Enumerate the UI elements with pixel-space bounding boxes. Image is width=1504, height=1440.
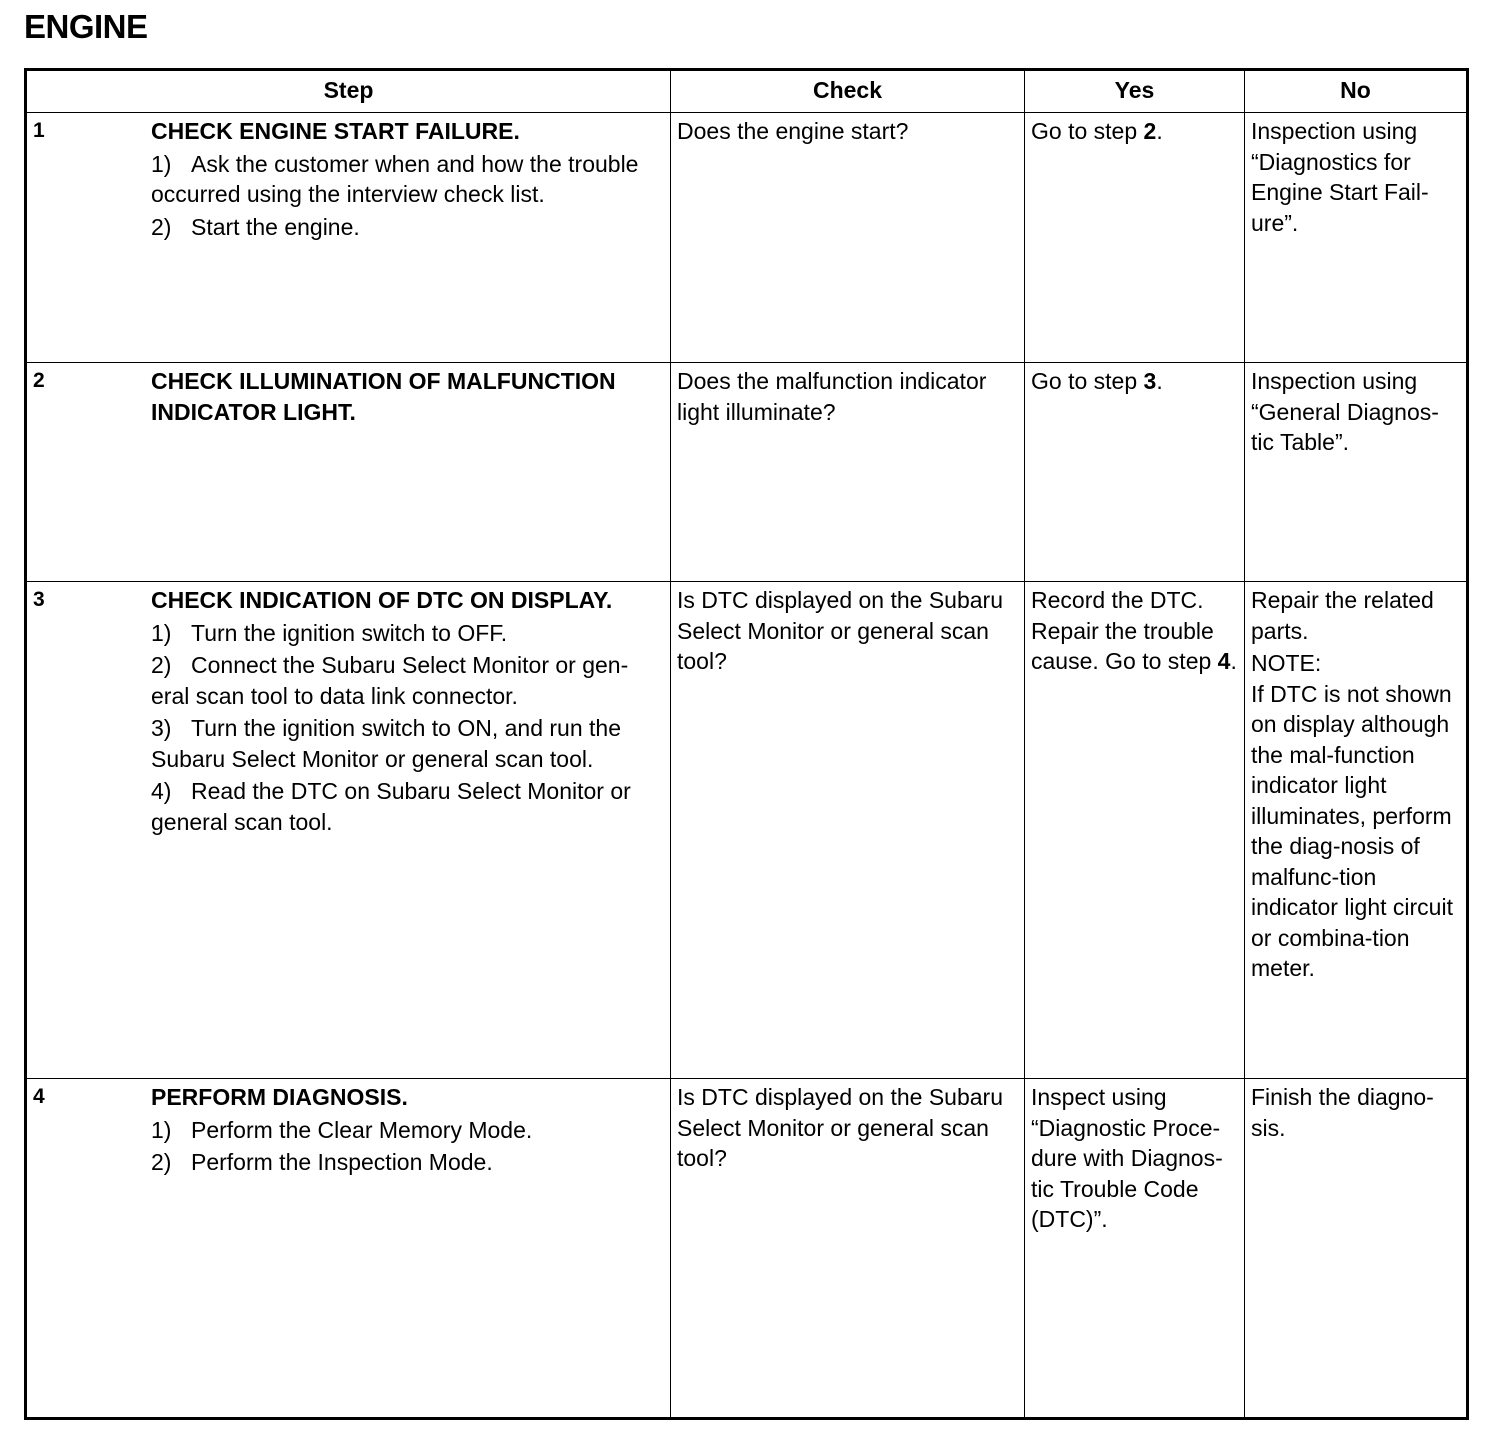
yes-text: Go to step bbox=[1031, 368, 1144, 394]
yes-cell bbox=[1025, 1079, 1245, 1419]
no-cell: Inspection using “General Diagnos-tic Table”. bbox=[1245, 363, 1468, 582]
check-cell: Does the malfunction indicator light illuminate? bbox=[671, 363, 1025, 582]
header-check: Check bbox=[671, 70, 1025, 113]
substep-number: 1) bbox=[151, 150, 172, 177]
header-no: No bbox=[1245, 70, 1468, 113]
substep bbox=[151, 713, 664, 774]
step-cell bbox=[26, 113, 671, 363]
substep bbox=[151, 618, 664, 649]
yes-step-ref: 2 bbox=[1143, 118, 1157, 144]
no-cell: Inspection using “Diagnostics for Engine Start Fail-ure”. bbox=[1245, 113, 1468, 363]
no-cell bbox=[1245, 582, 1468, 1079]
substep-number: 4) bbox=[151, 778, 172, 804]
substep bbox=[151, 212, 664, 243]
step-heading: CHECK ILLUMINATION OF MALFUNCTION INDICATOR LIGHT. bbox=[151, 368, 616, 425]
note-text: If DTC is not shown on display although the mal-function indicator light illuminates, perform the diag-nosis of malfunc-tion indicator light circuit or combina-tion meter. bbox=[1251, 680, 1453, 981]
check-cell: Is DTC displayed on the Subaru Select Monitor or general scan tool? bbox=[671, 1079, 1025, 1419]
yes-cell bbox=[1025, 363, 1245, 582]
substep bbox=[151, 1147, 664, 1178]
step-heading: CHECK INDICATION OF DTC ON DISPLAY. bbox=[151, 587, 613, 613]
substep-text: Turn the ignition switch to OFF. bbox=[191, 619, 508, 646]
substep-text: Perform the Clear Memory Mode. bbox=[191, 1116, 533, 1143]
yes-suffix: . bbox=[1156, 368, 1163, 394]
substep bbox=[151, 149, 664, 210]
substep-number: 2) bbox=[151, 652, 172, 678]
substep-text: Connect the Subaru Select Monitor or gen-eral scan tool to data link connector. bbox=[151, 652, 629, 709]
yes-suffix: . bbox=[1156, 118, 1163, 144]
no-text: Repair the related parts. bbox=[1251, 587, 1434, 644]
table-row bbox=[26, 582, 1468, 1079]
diagnostic-table bbox=[24, 68, 1469, 1420]
substep bbox=[151, 650, 664, 711]
step-cell bbox=[26, 1079, 671, 1419]
table-row bbox=[26, 1079, 1468, 1419]
substep-text: Perform the Inspection Mode. bbox=[191, 1149, 493, 1175]
substep-number: 1) bbox=[151, 1116, 172, 1143]
substep-text: Read the DTC on Subaru Select Monitor or general scan tool. bbox=[151, 778, 631, 835]
substep-number: 1) bbox=[151, 619, 172, 646]
yes-text: Inspect using “Diagnostic Proce-dure with Diagnos-tic Trouble Code (DTC)”. bbox=[1031, 1084, 1223, 1232]
yes-cell bbox=[1025, 113, 1245, 363]
step-cell bbox=[26, 582, 671, 1079]
step-number: 1 bbox=[33, 119, 45, 142]
header-step: Step bbox=[26, 70, 671, 113]
step-cell bbox=[26, 363, 671, 582]
no-cell: Finish the diagno-sis. bbox=[1245, 1079, 1468, 1419]
substep bbox=[151, 776, 664, 837]
step-number: 2 bbox=[33, 369, 45, 392]
substep-text: Start the engine. bbox=[191, 213, 360, 240]
table-header-row bbox=[26, 70, 1468, 113]
check-cell: Is DTC displayed on the Subaru Select Monitor or general scan tool? bbox=[671, 582, 1025, 1079]
yes-step-ref: 3 bbox=[1143, 368, 1157, 394]
header-yes: Yes bbox=[1025, 70, 1245, 113]
note-label: NOTE: bbox=[1251, 650, 1322, 676]
yes-cell bbox=[1025, 582, 1245, 1079]
substep-number: 2) bbox=[151, 1149, 172, 1175]
yes-suffix: . bbox=[1230, 648, 1237, 674]
step-number: 3 bbox=[33, 588, 45, 611]
page-title: ENGINE bbox=[24, 8, 148, 45]
step-heading: CHECK ENGINE START FAILURE. bbox=[151, 118, 520, 144]
substep-text: Turn the ignition switch to ON, and run the Subaru Select Monitor or general scan tool. bbox=[151, 715, 621, 772]
check-cell: Does the engine start? bbox=[671, 113, 1025, 363]
step-number: 4 bbox=[33, 1085, 45, 1108]
substep-number: 2) bbox=[151, 213, 172, 240]
substep bbox=[151, 1115, 664, 1146]
yes-text: Go to step bbox=[1031, 118, 1144, 144]
substep-number: 3) bbox=[151, 715, 172, 741]
table-row bbox=[26, 113, 1468, 363]
step-heading: PERFORM DIAGNOSIS. bbox=[151, 1084, 408, 1110]
table-row bbox=[26, 363, 1468, 582]
yes-text: Record the DTC. Repair the trouble cause. Go to step bbox=[1031, 587, 1218, 674]
substep-text: Ask the customer when and how the trouble occurred using the interview check list. bbox=[151, 150, 639, 207]
yes-step-ref: 4 bbox=[1217, 648, 1231, 674]
